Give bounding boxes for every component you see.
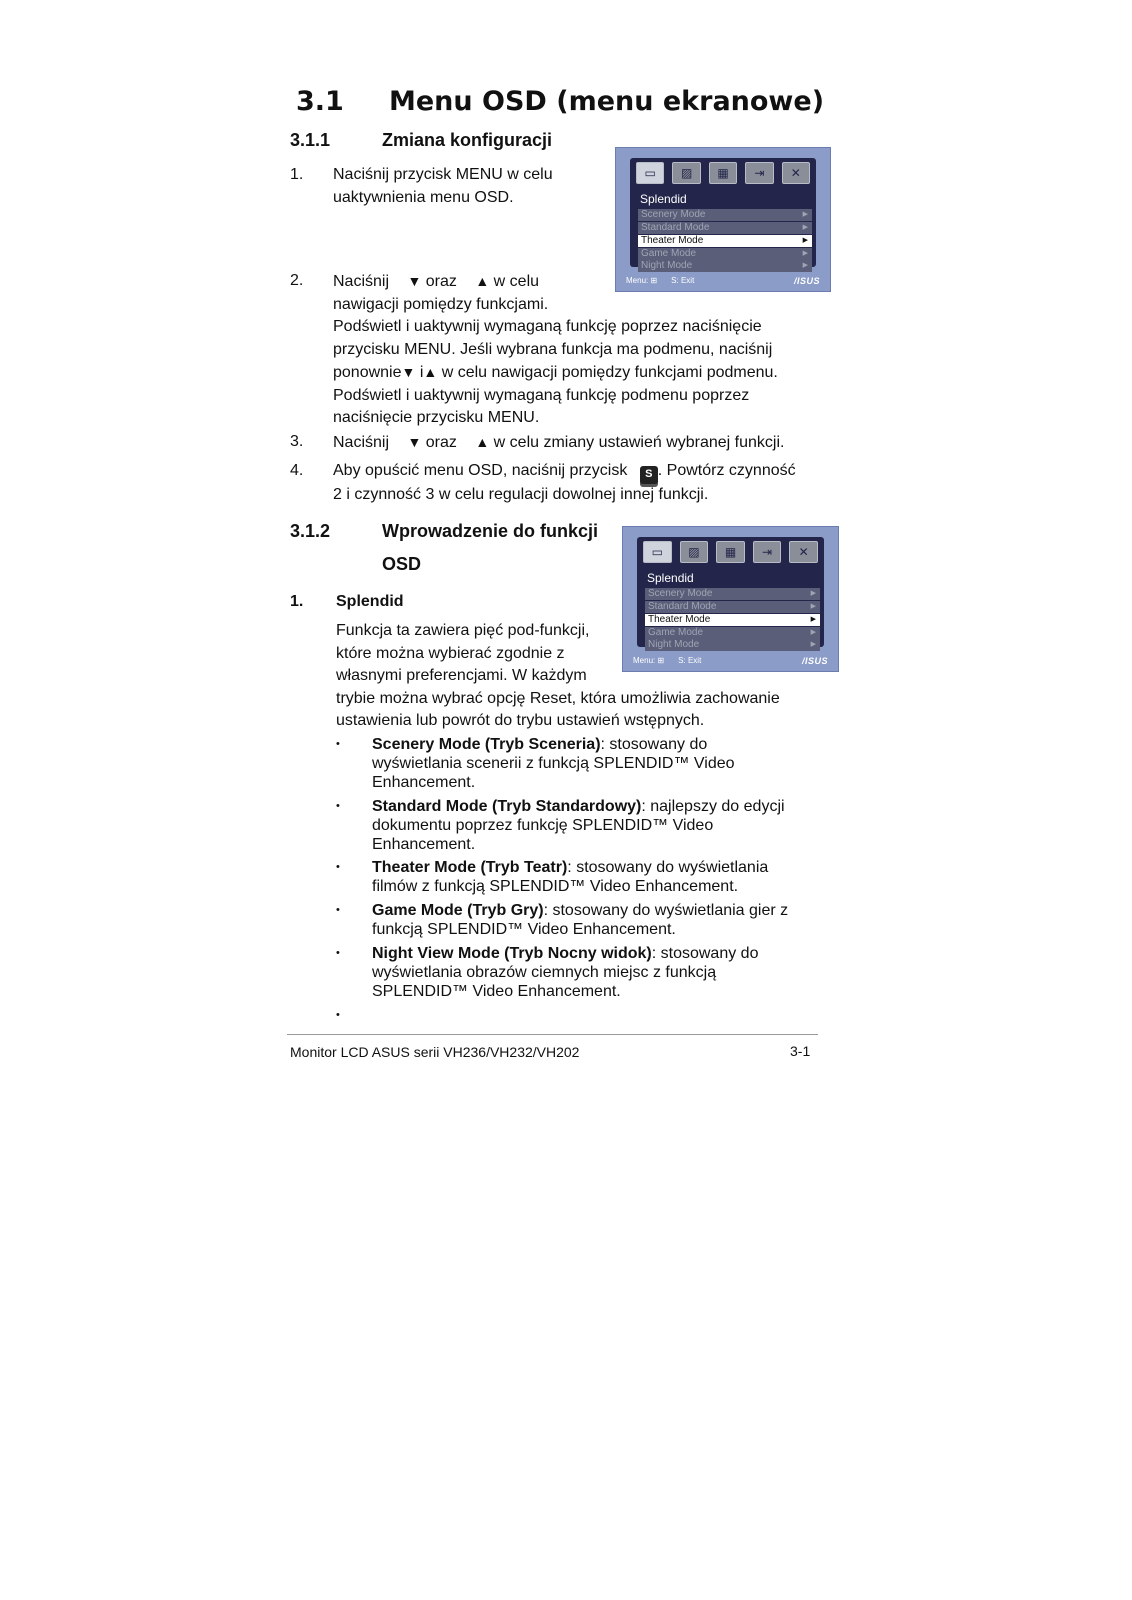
- asus-logo: /ISUS: [793, 276, 820, 286]
- caret-right-icon: ▶: [802, 262, 808, 269]
- osd-item: Standard Mode ▶: [638, 222, 812, 234]
- step-text: Naciśnij przycisk MENU w celu: [333, 166, 553, 183]
- subsection-number: 3.1.1: [290, 130, 331, 150]
- caret-right-icon: ▶: [810, 641, 816, 648]
- osd-tabs: [643, 541, 818, 563]
- osd-item: Night Mode ▶: [638, 260, 812, 272]
- footer-divider: [287, 1034, 818, 1035]
- section-heading: [296, 86, 825, 120]
- step-text: ponownie: [333, 364, 402, 381]
- subsection-number: 3.1.2: [290, 521, 331, 541]
- caret-right-icon: ▶: [810, 603, 816, 610]
- osd-title: Splendid: [647, 571, 694, 585]
- osd-item: Scenery Mode ▶: [645, 588, 820, 600]
- step-text: . Powtórz czynność: [657, 462, 796, 479]
- splendid-heading: [290, 593, 590, 613]
- osd-item: Game Mode ▶: [638, 248, 812, 260]
- osd-item: Scenery Mode ▶: [638, 209, 812, 221]
- osd-title: Splendid: [640, 192, 687, 206]
- footer-title: Monitor LCD ASUS serii VH236/VH232/VH202: [290, 1044, 580, 1060]
- item-number: 1.: [290, 593, 304, 610]
- subsection-title: OSD: [382, 554, 422, 574]
- step-text: przycisku MENU. Jeśli wybrana funkcja ma podmenu, naciśnij: [333, 340, 773, 358]
- osd-item-selected: Theater Mode ▶: [638, 235, 812, 247]
- step-text: Naciśnij: [333, 273, 390, 290]
- up-arrow-icon: ▲: [423, 364, 438, 380]
- paragraph-line: ustawienia lub powrót do trybu ustawień wstępnych.: [336, 712, 705, 729]
- osd-footer: Menu: ⊞ S: Exit: [633, 656, 702, 665]
- subsection-title: Wprowadzenie do funkcji: [382, 521, 599, 541]
- system-icon: ✕: [789, 541, 818, 563]
- step-number: 3.: [290, 433, 304, 450]
- subsection-heading-2: [290, 521, 610, 577]
- step-text: Podświetl i uaktywnij wymaganą funkcję podmenu poprzez: [333, 386, 750, 404]
- section-title: Menu OSD (menu ekranowe): [389, 86, 825, 117]
- input-icon: ⇥: [745, 162, 773, 184]
- osd-tabs: [636, 162, 810, 184]
- bullet: •: [336, 1009, 340, 1021]
- osd-footer: Menu: ⊞ S: Exit: [626, 276, 695, 285]
- item-title: Splendid: [336, 593, 404, 610]
- paragraph-line: Funkcja ta zawiera pięć pod-funkcji,: [336, 622, 590, 639]
- section-number: 3.1: [296, 86, 344, 117]
- step-text: oraz: [425, 273, 457, 290]
- step-text: w celu nawigacji pomiędzy funkcjami podmenu.: [441, 364, 778, 381]
- down-arrow-icon: ▼: [407, 273, 422, 289]
- step-text: Aby opuścić menu OSD, naciśnij przycisk: [333, 462, 628, 479]
- step-text: uaktywnienia menu OSD.: [333, 188, 514, 206]
- osd-screen: [630, 158, 816, 271]
- up-arrow-icon: ▲: [475, 434, 490, 450]
- osd-item-selected: Theater Mode ▶: [645, 614, 820, 626]
- step-text: 2 i czynność 3 w celu regulacji dowolnej innej funkcji.: [333, 486, 709, 503]
- step-text: nawigacji pomiędzy funkcjami.: [333, 295, 549, 313]
- caret-right-icon: ▶: [802, 250, 808, 257]
- step-text: Naciśnij: [333, 434, 390, 451]
- step-text: naciśnięcie przycisku MENU.: [333, 409, 540, 426]
- caret-right-icon: ▶: [802, 224, 808, 231]
- paragraph-line: własnymi preferencjami. W każdym: [336, 667, 587, 684]
- color-icon: ▦: [709, 162, 737, 184]
- bullet: •: [336, 904, 340, 916]
- caret-right-icon: ▶: [810, 629, 816, 636]
- down-arrow-icon: ▼: [401, 364, 416, 380]
- system-icon: ✕: [782, 162, 810, 184]
- splendid-description: [336, 620, 816, 733]
- step-text: w celu zmiany ustawień wybranej funkcji.: [493, 434, 785, 451]
- step-text: w celu: [493, 273, 540, 290]
- bullet: •: [336, 861, 340, 873]
- paragraph-line: trybie można wybrać opcję Reset, która umożliwia zachowanie: [336, 689, 780, 707]
- step-text: i: [419, 364, 424, 381]
- step-text: Podświetl i uaktywnij wymaganą funkcję poprzez naciśnięcie: [333, 318, 762, 335]
- splendid-icon: ▭: [643, 541, 672, 563]
- bullet: •: [336, 947, 340, 959]
- caret-right-icon: ▶: [802, 237, 808, 244]
- paragraph-line: które można wybierać zgodnie z: [336, 644, 565, 662]
- step-number: 2.: [290, 272, 304, 289]
- osd-item: Night Mode ▶: [645, 639, 820, 651]
- caret-right-icon: ▶: [802, 211, 808, 218]
- s-button-icon: S: [640, 466, 658, 484]
- image-icon: ▨: [680, 541, 709, 563]
- down-arrow-icon: ▼: [407, 434, 422, 450]
- subsection-heading-1: [290, 130, 590, 152]
- caret-right-icon: ▶: [810, 616, 816, 623]
- color-icon: ▦: [716, 541, 745, 563]
- caret-right-icon: ▶: [810, 590, 816, 597]
- osd-item: Standard Mode ▶: [645, 601, 820, 613]
- bullet: •: [336, 800, 340, 812]
- step-number: 4.: [290, 462, 304, 479]
- bullet: •: [336, 738, 340, 750]
- input-icon: ⇥: [753, 541, 782, 563]
- splendid-icon: ▭: [636, 162, 664, 184]
- osd-item: Game Mode ▶: [645, 627, 820, 639]
- subsection-title: Zmiana konfiguracji: [382, 130, 553, 150]
- up-arrow-icon: ▲: [475, 273, 490, 289]
- step-number: 1.: [290, 166, 304, 183]
- step-text: oraz: [425, 434, 457, 451]
- page-number: 3-1: [790, 1043, 811, 1059]
- asus-logo: /ISUS: [801, 656, 828, 666]
- image-icon: ▨: [672, 162, 700, 184]
